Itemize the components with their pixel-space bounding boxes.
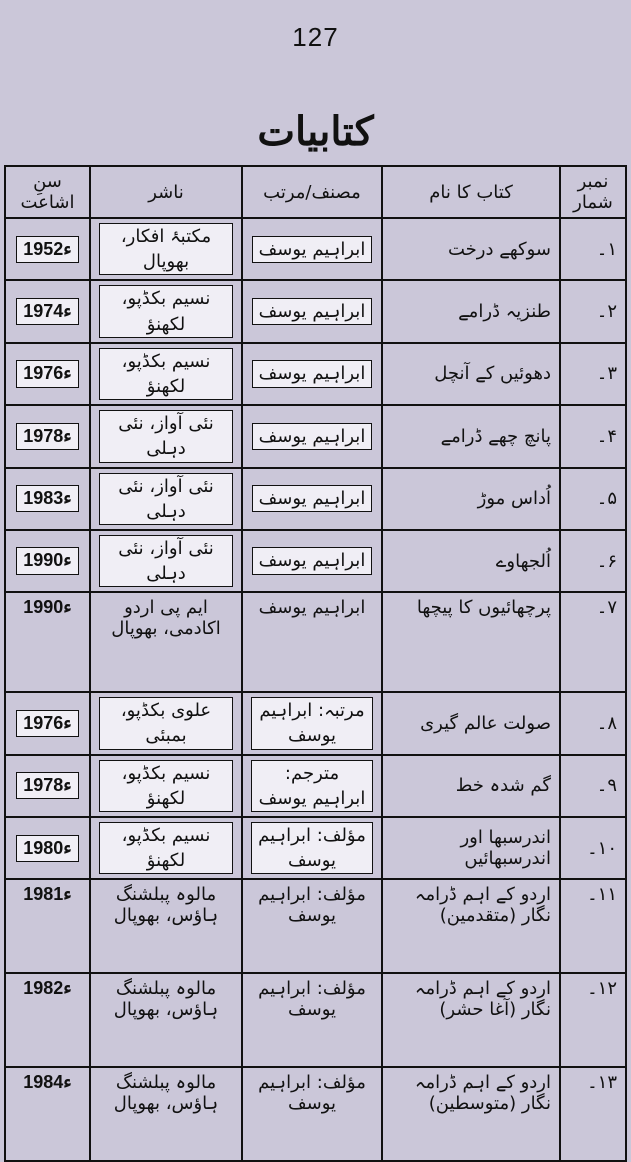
header-serial: نمبر شمار	[560, 166, 626, 218]
author-name-text: ابراہیم یوسف	[252, 423, 373, 450]
author-name	[242, 218, 382, 280]
author-name	[242, 280, 382, 342]
serial-number: ۹۔	[560, 755, 626, 817]
publication-year-text: 1978ء	[16, 423, 79, 450]
table-row	[5, 343, 626, 405]
table-row	[5, 755, 626, 817]
author-name-text: ابراہیم یوسف	[252, 298, 373, 325]
author-name: ابراہیم یوسف	[242, 592, 382, 692]
publication-year-text: 1976ء	[16, 710, 79, 737]
publisher-name	[90, 280, 242, 342]
author-name-text: مترجم: ابراہیم یوسف	[251, 760, 373, 812]
serial-number: ۱۳۔	[560, 1067, 626, 1161]
publisher-name	[90, 218, 242, 280]
header-year: سنِ اشاعت	[5, 166, 90, 218]
header-author: مصنف/مرتب	[242, 166, 382, 218]
book-title: اردو کے اہم ڈرامہ نگار (متوسطین)	[382, 1067, 560, 1161]
serial-number: ۱۰۔	[560, 817, 626, 879]
header-book: کتاب کا نام	[382, 166, 560, 218]
serial-number: ۴۔	[560, 405, 626, 467]
publication-year	[5, 280, 90, 342]
publisher-name	[90, 530, 242, 592]
author-name	[242, 468, 382, 530]
table-row	[5, 218, 626, 280]
serial-number: ۳۔	[560, 343, 626, 405]
publication-year	[5, 405, 90, 467]
author-name-text: ابراہیم یوسف	[252, 485, 373, 512]
book-title: طنزیہ ڈرامے	[382, 280, 560, 342]
publication-year-text: 1983ء	[16, 485, 79, 512]
publication-year-text: 1976ء	[16, 360, 79, 387]
publisher-name-text: نئی آواز، نئی دہلی	[99, 535, 233, 587]
author-name	[242, 530, 382, 592]
book-title: صولت عالم گیری	[382, 692, 560, 754]
author-name-text: مؤلف: ابراہیم یوسف	[251, 822, 373, 874]
publication-year	[5, 343, 90, 405]
publication-year-text: 1990ء	[16, 547, 79, 574]
book-title: دھوئیں کے آنچل	[382, 343, 560, 405]
publisher-name-text: نسیم بکڈپو، لکھنؤ	[99, 760, 233, 812]
author-name	[242, 343, 382, 405]
author-name-text: ابراہیم یوسف	[252, 360, 373, 387]
publication-year-text: 1980ء	[16, 835, 79, 862]
serial-number: ۶۔	[560, 530, 626, 592]
publisher-name: مالوہ پبلشنگ ہاؤس، بھوپال	[90, 879, 242, 973]
publication-year: 1984ء	[5, 1067, 90, 1161]
publication-year	[5, 530, 90, 592]
publication-year: 1990ء	[5, 592, 90, 692]
publisher-name-text: علوی بکڈپو، بمبئی	[99, 697, 233, 749]
publication-year-text: 1952ء	[16, 236, 79, 263]
serial-number: ۵۔	[560, 468, 626, 530]
book-title: اُلجھاوے	[382, 530, 560, 592]
publisher-name	[90, 755, 242, 817]
table-header-row	[5, 166, 626, 218]
table-row	[5, 692, 626, 754]
publisher-name: مالوہ پبلشنگ ہاؤس، بھوپال	[90, 1067, 242, 1161]
publisher-name-text: نسیم بکڈپو، لکھنؤ	[99, 348, 233, 400]
bibliography-table	[4, 165, 627, 1162]
serial-number: ۱۱۔	[560, 879, 626, 973]
publisher-name: ایم پی اردو اکادمی، بھوپال	[90, 592, 242, 692]
publisher-name: مالوہ پبلشنگ ہاؤس، بھوپال	[90, 973, 242, 1067]
publication-year	[5, 692, 90, 754]
table-row	[5, 973, 626, 1067]
book-title: پرچھائیوں کا پیچھا	[382, 592, 560, 692]
author-name	[242, 692, 382, 754]
author-name: مؤلف: ابراہیم یوسف	[242, 879, 382, 973]
author-name-text: مرتبہ: ابراہیم یوسف	[251, 697, 373, 749]
publication-year: 1982ء	[5, 973, 90, 1067]
table-row	[5, 405, 626, 467]
publication-year	[5, 755, 90, 817]
table-row	[5, 817, 626, 879]
table-row	[5, 592, 626, 692]
publisher-name	[90, 343, 242, 405]
publication-year-text: 1978ء	[16, 772, 79, 799]
page-title: کتابیات	[257, 108, 374, 155]
publication-year	[5, 468, 90, 530]
publisher-name	[90, 468, 242, 530]
author-name: مؤلف: ابراہیم یوسف	[242, 973, 382, 1067]
book-title: اندرسبھا اور اندرسبھائیں	[382, 817, 560, 879]
publisher-name	[90, 817, 242, 879]
book-title: گم شدہ خط	[382, 755, 560, 817]
publication-year	[5, 218, 90, 280]
publisher-name-text: نئی آواز، نئی دہلی	[99, 473, 233, 525]
author-name-text: ابراہیم یوسف	[252, 547, 373, 574]
publisher-name-text: نسیم بکڈپو، لکھنؤ	[99, 285, 233, 337]
book-title: سوکھے درخت	[382, 218, 560, 280]
author-name	[242, 405, 382, 467]
author-name	[242, 755, 382, 817]
publisher-name-text: مکتبۂ افکار، بھوپال	[99, 223, 233, 275]
serial-number: ۱۔	[560, 218, 626, 280]
publication-year: 1981ء	[5, 879, 90, 973]
book-title: اردو کے اہم ڈرامہ نگار (متقدمین)	[382, 879, 560, 973]
serial-number: ۷۔	[560, 592, 626, 692]
table-row	[5, 468, 626, 530]
book-title: پانچ چھے ڈرامے	[382, 405, 560, 467]
publisher-name-text: نئی آواز، نئی دہلی	[99, 410, 233, 462]
table-row	[5, 280, 626, 342]
publication-year	[5, 817, 90, 879]
publisher-name	[90, 405, 242, 467]
author-name-text: ابراہیم یوسف	[252, 236, 373, 263]
serial-number: ۲۔	[560, 280, 626, 342]
header-publisher: ناشر	[90, 166, 242, 218]
book-title: اردو کے اہم ڈرامہ نگار (آغا حشر)	[382, 973, 560, 1067]
publisher-name-text: نسیم بکڈپو، لکھنؤ	[99, 822, 233, 874]
table-row	[5, 530, 626, 592]
page-number: 127	[292, 22, 339, 52]
table-row	[5, 1067, 626, 1161]
publisher-name	[90, 692, 242, 754]
serial-number: ۸۔	[560, 692, 626, 754]
serial-number: ۱۲۔	[560, 973, 626, 1067]
publication-year-text: 1974ء	[16, 298, 79, 325]
table-row	[5, 879, 626, 973]
book-title: اُداس موڑ	[382, 468, 560, 530]
author-name	[242, 817, 382, 879]
author-name: مؤلف: ابراہیم یوسف	[242, 1067, 382, 1161]
